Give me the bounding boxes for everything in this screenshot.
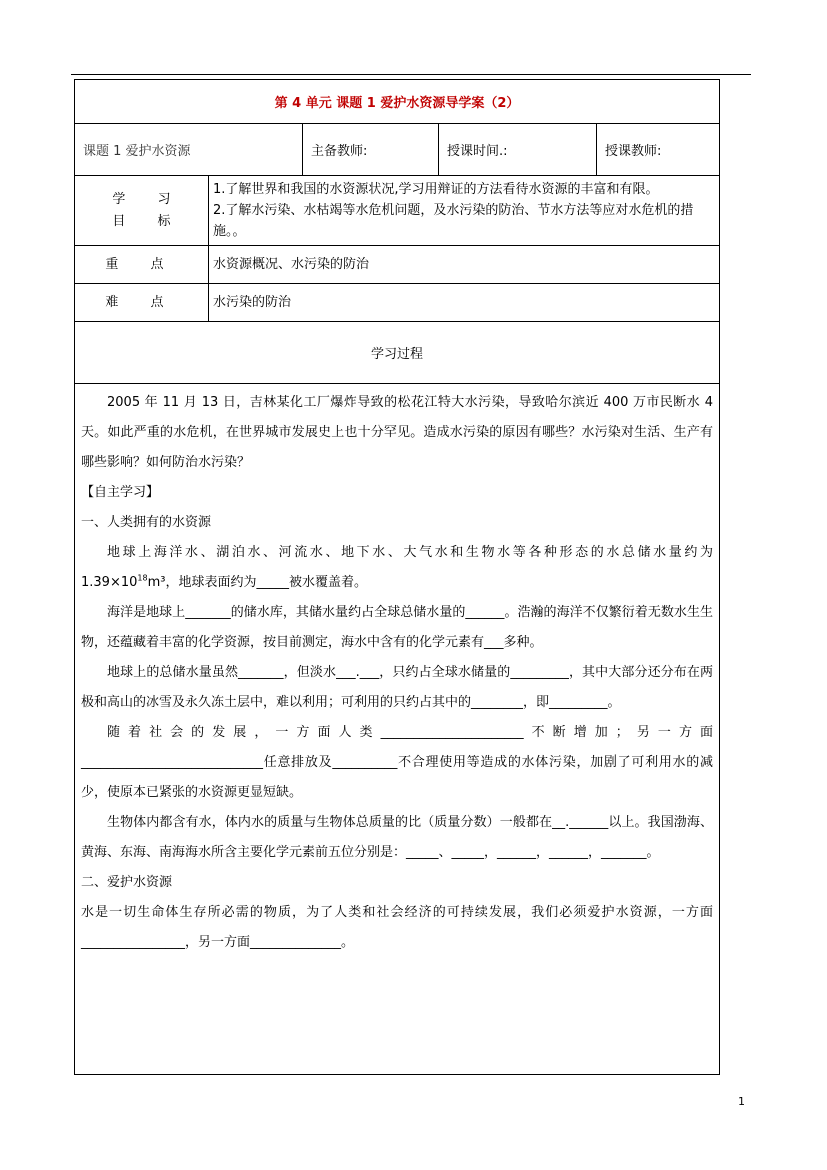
page-number: 1 <box>738 1095 745 1108</box>
process-heading: 学习过程 <box>75 322 720 384</box>
document-title: 第 4 单元 课题 1 爱护水资源导学案（2） <box>75 80 720 124</box>
header-rule <box>71 74 751 75</box>
teaching-teacher-label: 授课教师: <box>597 124 720 176</box>
paragraph-water-total-b: m³，地球表面约为_____被水覆盖着。 <box>147 575 367 590</box>
objectives-label-line2: 目 标 <box>112 213 185 229</box>
paragraph-organism: 生物体内都含有水，体内水的质量与生物体总质量的比（质量分数）一般都在__.______以上。我国渤海、黄海、东海、南海海水所含主要化学元素前五位分别是：_____、_____，______，______，_______。 <box>81 815 713 860</box>
paragraph-society: 随着社会的发展，一方面人类______________________不断增加；另一方面____________________________任意排放及__________不合理使用等造成的水体污染，加剧了可利用水的减少，使原本已紧张的水资源更显短缺。 <box>81 725 713 800</box>
objective-item-1: 1.了解世界和我国的水资源状况,学习用辩证的方法看待水资源的丰富和有限。 <box>213 182 659 197</box>
objectives-label <box>75 176 209 246</box>
key-point-label: 重 点 <box>75 246 209 284</box>
objectives-label-line1: 学 习 <box>112 191 185 207</box>
lead-teacher-label: 主备教师: <box>303 124 439 176</box>
paragraph-water-total-a: 地球上海洋水、湖泊水、河流水、地下水、大气水和生物水等各种形态的水总储水量约为 1.39×10 <box>81 545 713 590</box>
lesson-plan-table <box>74 79 720 1075</box>
exponent: 18 <box>137 573 148 583</box>
objectives-content <box>209 176 720 246</box>
difficulty-value: 水污染的防治 <box>209 284 720 322</box>
content-body <box>75 384 720 1075</box>
section-1-heading: 一、人类拥有的水资源 <box>81 515 212 530</box>
key-point-value: 水资源概况、水污染的防治 <box>209 246 720 284</box>
paragraph-water-total <box>81 538 713 598</box>
objective-item-2: 2.了解水污染、水枯竭等水危机问题，及水污染的防治、节水方法等应对水危机的措施。。 <box>213 203 694 239</box>
intro-paragraph: 2005 年 11 月 13 日，吉林某化工厂爆炸导致的松花江特大水污染，导致哈尔滨近 400 万市民断水 4 天。如此严重的水危机，在世界城市发展史上也十分罕见。造成水污染的原因有哪些？水污染对生活、生产有哪些影响？如何防治水污染？ <box>81 395 713 470</box>
section-2-heading: 二、爱护水资源 <box>81 875 173 890</box>
paragraph-ocean: 海洋是地球上_______的储水库，其储水量约占全球总储水量的______。浩瀚的海洋不仅繁衍着无数水生生物，还蕴藏着丰富的化学资源，按目前测定，海水中含有的化学元素有___多种。 <box>81 605 713 650</box>
paragraph-protect: 水是一切生命体生存所必需的物质，为了人类和社会经济的可持续发展，我们必须爱护水资源，一方面________________，另一方面______________。 <box>81 905 713 950</box>
subject-cell: 课题 1 爱护水资源 <box>75 124 303 176</box>
self-study-heading: 【自主学习】 <box>81 485 160 500</box>
difficulty-label: 难 点 <box>75 284 209 322</box>
teaching-time-label: 授课时间.: <box>439 124 597 176</box>
paragraph-freshwater: 地球上的总储水量虽然_______，但淡水___.___，只约占全球水储量的_________，其中大部分还分布在两极和高山的冰雪及永久冻土层中，难以利用；可利用的只约占其中的________，即_________。 <box>81 665 713 710</box>
